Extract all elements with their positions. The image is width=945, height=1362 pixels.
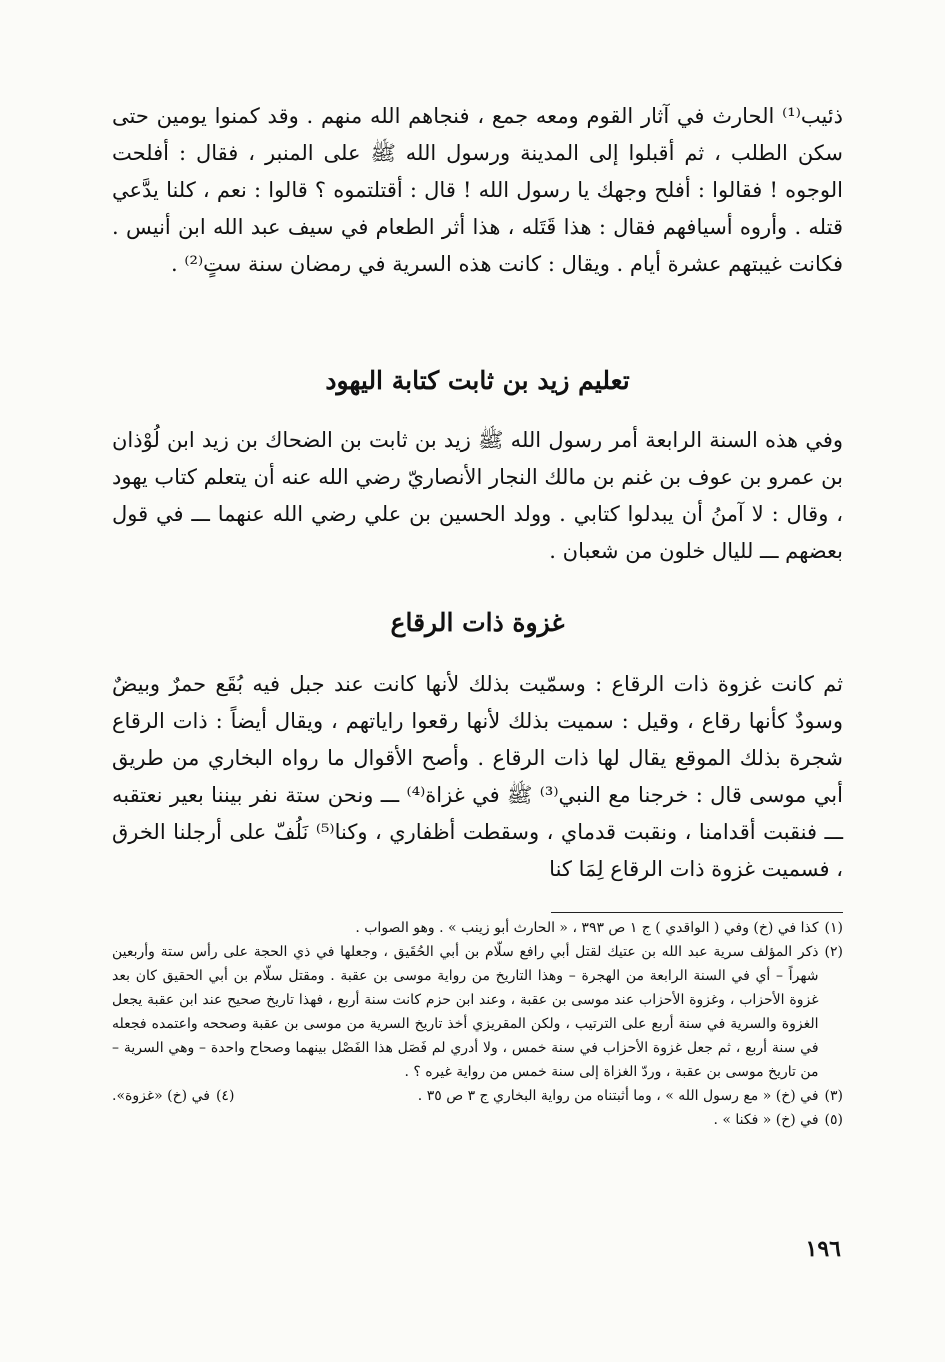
footnote-row-3-4 — [112, 1084, 843, 1108]
footnote-1 — [112, 916, 843, 940]
footnote-text: في (خ) «غزوة». — [112, 1088, 210, 1104]
footnote-5 — [112, 1108, 843, 1132]
footnote-number: (٣) — [824, 1088, 843, 1104]
page-number: ١٩٦ — [805, 1236, 841, 1262]
section-heading-zayd: تعليم زيد بن ثابت كتابة اليهود — [325, 366, 630, 395]
paragraph-2: وفي هذه السنة الرابعة أمر رسول الله ﷺ زيد بن ثابت بن الضحاك بن زيد ابن لُوْذان بن عمرو بن عوف بن غنم بن مالك النجار الأنصاريّ رضي الله عنه أن يتعلم كتاب يهود ، وقال : لا آمنُ أن يبدلوا كتابي . وولد الحسين بن علي رضي الله عنهما ـــ في قول بعضهم ـــ لليال خلون من شعبان . — [112, 428, 843, 563]
paragraph-1: ذئيب⁽¹⁾ الحارث في آثار القوم ومعه جمع ، فنجاهم الله منهم . وقد كمنوا يومين حتى سكن الطلب ، ثم أقبلوا إلى المدينة ورسول الله ﷺ على المنبر ، فقال : أفلحت الوجوه ! فقالوا : أفلح وجهك يا رسول الله ! قال : أقتلتموه ؟ قالوا : نعم ، كلنا يدَّعي قتله . وأروه أسيافهم فقال : هذا قَتَله ، هذا أثر الطعام في سيف عبد الله ابن أنيس . فكانت غيبتهم عشرة أيام . ويقال : كانت هذه السرية في رمضان سنة ستٍ⁽²⁾ . — [112, 104, 843, 276]
footnote-4 — [112, 1084, 234, 1108]
footnote-text: في (خ) « فكنا » . — [713, 1112, 819, 1128]
footnote-2 — [112, 940, 843, 1084]
footnote-3 — [418, 1084, 843, 1108]
footnote-number: (٤) — [215, 1088, 235, 1104]
footnote-text: كذا في (خ) وفي ( الواقدي ) ج ١ ص ٣٩٣ ، « الحارث أبو زينب » . وهو الصواب . — [355, 920, 819, 936]
footnote-text: في (خ) « مع رسول الله » ، وما أثبتناه من رواية البخاري ج ٣ ص ٣٥ . — [417, 1088, 819, 1104]
footnote-number: (٥) — [824, 1112, 843, 1128]
footnote-separator — [551, 912, 843, 913]
footnotes — [112, 916, 843, 1132]
section-heading-dhat-al-riqa: غزوة ذات الرقاع — [390, 608, 565, 637]
paragraph-3: ثم كانت غزوة ذات الرقاع : وسمّيت بذلك لأنها كانت عند جبل فيه بُقَع حمرٌ وبيضٌ وسودٌ كأنها رقاع ، وقيل : سميت بذلك لأنها رقعوا راياتهم ، ويقال أيضاً : ذات الرقاع شجرة بذلك الموقع يقال لها ذات الرقاع . وأصح الأقوال ما رواه البخاري من طريق أبي موسى قال : خرجنا مع النبي⁽³⁾ ﷺ في غزاة⁽⁴⁾ ـــ ونحن ستة نفر بيننا بعير نعتقبه ـــ فنقبت أقدامنا ، ونقبت قدماي ، وسقطت أظفاري ، وكنا⁽⁵⁾ نَلُفّ على أرجلنا الخرق ، فسميت غزوة ذات الرقاع لِمَا كنا — [112, 672, 843, 881]
footnote-text: ذكر المؤلف سرية عبد الله بن عتيك لقتل أبي رافع سلّام بن أبي الحُقَيق ، وجعلها في ذي الحجة على رأس ستة وأربعين شهراً – أي في السنة الرابعة من الهجرة – وهذا التاريخ من رواية موسى بن عقبة . ومقتل سلّام بن أبي الحقيق كان بعد غزوة الأحزاب ، وغزوة الأحزاب عند موسى بن عقبة ، وعند ابن حزم كانت سنة أربع ، فهذا تاريخ صحيح عند ابن عقبة يجعل الغزوة والسرية في سنة أربع على الترتيب ، ولكن المقريزي أخذ تاريخ السرية من موسى بن عقبة وصححه واعتمده فجعله في سنة أربع ، ثم جعل غزوة الأحزاب في سنة خمس ، ولا أدري لم فَصَل هذا الفَصْل بينهما وصحاح واحدة – وهي السرية – من تاريخ موسى بن عقبة ، وردّ الغزاة إلى سنة خمس من رواية غيره ؟ . — [112, 944, 819, 1080]
footnote-number: (٢) — [824, 944, 843, 960]
footnote-number: (١) — [824, 920, 843, 936]
